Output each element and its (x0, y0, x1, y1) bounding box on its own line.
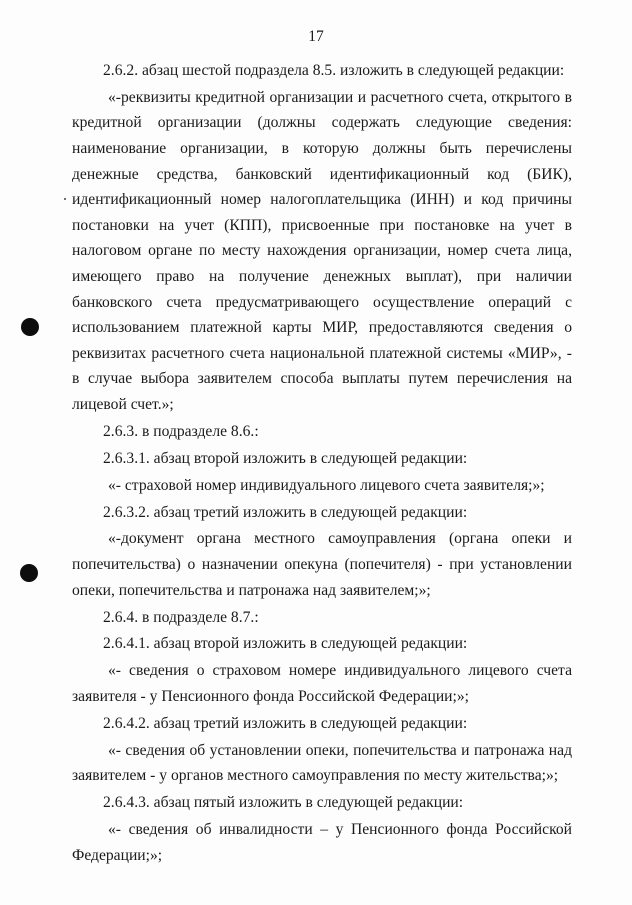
paragraph-2-6-2: 2.6.2. абзац шестой подраздела 8.5. изложить в следующей редакции: (103, 62, 565, 79)
paragraph-2-6-4-2: 2.6.4.2. абзац третий изложить в следующей редакции: (103, 714, 468, 732)
paragraph-2-6-2-quote: «-реквизиты кредитной организации и расчетного счета, открытого в кредитной организации (должны содержать следующие сведения: наименование организации, в которую должны быть перечислены денежные средства, банковский идентификационный код (БИК), идентификационный номер налогоплательщика (ИНН) и код причины постановки на учет (КПП), присвоенные при постановке на учет в налоговом органе по месту нахождения организации, номер счета лица, имеющего право на получение денежных выплат), при наличии банковского счета предусматривающего осуществление операций с использованием платежной карты МИР, предоставляются сведения о реквизитах расчетного счета национальной платежной системы «МИР», - в случае выбора заявителем способа выплаты путем перечисления на лицевой счет.»; (72, 88, 572, 414)
paragraph-2-6-3-2-quote: «-документ органа местного самоуправления (органа опеки и попечительства) о назначении опекуна (попечителя) - при установлении опеки, попечительства и патронажа над заявителем;»; (72, 530, 572, 599)
paragraph-2-6-3-2: 2.6.3.2. абзац третий изложить в следующей редакции: (103, 503, 468, 521)
paragraph-2-6-4-1: 2.6.4.1. абзац второй изложить в следующей редакции: (103, 635, 468, 653)
paragraph-2-6-3-1: 2.6.3.1. абзац второй изложить в следующей редакции: (103, 449, 468, 467)
paragraph-2-6-4-3: 2.6.4.3. абзац пятый изложить в следующей редакции: (103, 794, 464, 812)
punch-hole-mark (20, 564, 38, 582)
paragraph-2-6-4-1-quote: «- сведения о страховом номере индивидуального лицевого счета заявителя - у Пенсионного фонда Российской Федерации;»; (72, 662, 572, 705)
document-body (72, 58, 572, 870)
paragraph-2-6-4-2-quote: «- сведения об установлении опеки, попечительства и патронажа над заявителем - у органов местного самоуправления по месту жительства;»; (72, 741, 572, 785)
scan-speck (64, 198, 66, 200)
paragraph-2-6-4-3-quote: «- сведения об инвалидности – у Пенсионного фонда Российской Федерации;»; (72, 821, 572, 864)
paragraph-2-6-3-1-quote: «- страховой номер индивидуального лицевого счета заявителя;»; (108, 476, 545, 494)
punch-hole-mark (21, 318, 39, 336)
page-number: 17 (308, 28, 324, 45)
paragraph-2-6-4: 2.6.4. в подразделе 8.7.: (103, 608, 259, 626)
paragraph-2-6-3: 2.6.3. в подразделе 8.6.: (103, 422, 259, 440)
